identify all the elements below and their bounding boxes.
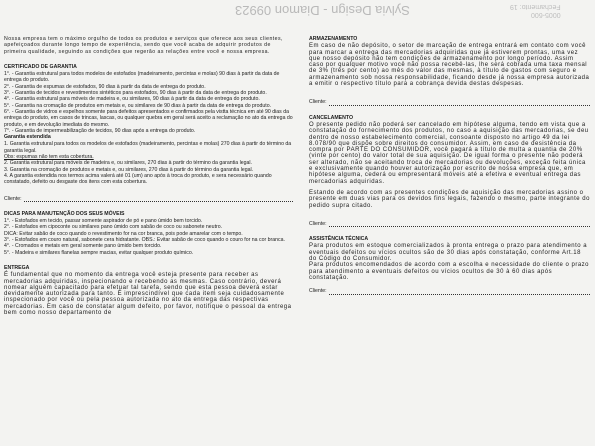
guarantee-item: 2°. - Garantia de espumas de estofados, 90 dias à partir da data de entrega do produto.	[4, 83, 206, 90]
assistance-text-1: Para produtos em estoque comercializados à pronta entrega o prazo para atendimento a eventuais defeitos ou vícios ocultos são de 30 dias após constatação, conforme Art.18 do Código do Consumidor.	[309, 243, 588, 263]
signature-line	[329, 100, 590, 106]
cancel-title: CANCELAMENTO	[309, 114, 353, 121]
delivery-title: ENTREGA	[4, 264, 30, 271]
page-header	[0, 0, 595, 36]
assistance-title: ASSISTÊNCIA TÉCNICA	[309, 236, 369, 243]
left-column	[4, 36, 293, 316]
signature-line	[329, 289, 590, 295]
intro-paragraph: Nossa empresa tem o máximo orgulho de todos os produtos e serviços que oferece aos seus clientes, apefeiçoados durante longo tempo de experiência, sendo que você acaba de adquirir produtos de primeira qualidade, seguindo as condições que regerão as relações entre você e nossa empresa.	[4, 36, 283, 55]
signature-line	[24, 196, 293, 202]
bleed-through-side-line-2: Fechamento: 19	[510, 3, 561, 10]
client-label: Cliente:	[309, 220, 327, 227]
cancel-agreement: Estando de acordo com as presentes condições de aquisição das mercadorias assino o presente em duas vias para os devidos fins legais, fazendo o mesmo, parte integrante do pedido supra citado.	[309, 189, 590, 209]
assistance-text-2: Para produtos encomendados de acordo com a escolha e necessidade do cliente o prazo para atendimento a eventuais defeitos ou vícios ocultos de 30 à 60 dias após constatação.	[309, 262, 589, 281]
maintenance-title: DICAS PARA MANUTENÇÃO DOS SEUS MÓVEIS	[4, 210, 125, 217]
maintenance-item: 2°. - Estofados em cipoconte ou similares pano úmido com sabão de coco ou sabonete neutro.	[4, 224, 223, 231]
guarantee-item: 5°. - Garantia na cromação de produtos em metais e, ou similares de 90 dias à partir da data de entrega do produto.	[4, 102, 272, 109]
storage-text: Em caso de não depósito, o setor de marcação de entrega entrará em contato com você para marcar a entrega das mercadorias adquiridas que já estiverem prontas, uma vez que nosso depósito não tem condições de armazenamento por longo período. Assim caso por qualquer motivo você não possa recebê-las, lhe será cobrada uma taxa mensal de 3% (três por cento) ao mês do valor das mesmas, à título de gastos com seguro e armazenamento sob nossa responsabilidade, ficando desde já nossa empresa autorizada a emitir o respectivo título para a cobrança devida destas despesas.	[309, 43, 590, 88]
signature-line	[329, 221, 590, 227]
client-signature-line[interactable]	[309, 288, 590, 294]
guarantee-item: 1°. - Garantia estrutural para todos modelos de estofados (madeiramento, percintas e molas) 90 dias à partir da data de entrega do produto.	[4, 71, 280, 84]
extended-guarantee-item: 3. Garantia na cromação de produtos e metais e, ou similares, 270 dias à partir do término da garantia legal.	[4, 166, 254, 173]
guarantee-title: CERTIFICADO DE GARANTIA	[4, 63, 77, 70]
extended-guarantee-item: 2. Garantia estrutural para móveis de madeira e, ou similares, 270 dias à partir do término da garantia legal.	[4, 160, 252, 167]
extended-guarantee-note: Obs: espumas não tem esta cobertura.	[4, 154, 94, 161]
maintenance-item: 3°. - Estofados em couro natural, sabonete cera hidratante. OBS.: Evitar sabão de coco quando o couro for na cor branca.	[4, 237, 285, 244]
client-signature-line[interactable]	[309, 99, 590, 105]
delivery-text: É fundamental que no momento da entrega você esteja presente para receber as mercadorias adquiridas, inspecionando e recebendo as mesmas. Caso contrário, deverá nomear alguém capacitado para efetuar tal tarefa, sendo que esta pessoa deverá estar devidamente autorizada para tanto. É imprescindível que cada item seja cuidadosamente inspecionado por você ou pela pessoa autorizada no ato da entrega das respectivas mercadorias. Em caso de constatar algum defeito, por favor, notifique o pessoal da entrega bem como nosso departamento de	[4, 272, 292, 316]
extended-guarantee-title: Garantia estendida	[4, 134, 51, 141]
guarantee-item: 4°. - Garantia estrutural para móveis de madeira e, ou similares, 90 dias à partir da data de entrega do produto.	[4, 96, 260, 103]
client-signature-line[interactable]	[309, 221, 590, 227]
bleed-through-title: Sylvia Design - Diamon 09923	[235, 3, 410, 18]
extended-guarantee-item: 4. A garantia estendida nos termos acima valerá até 01 (um) ano após à troca do produto, e sera necessário quando constatado, defeito ou desgaste dos itens com esta cobertura.	[4, 172, 272, 186]
bleed-through-side	[510, 2, 561, 18]
storage-title: ARMAZENAMENTO	[309, 36, 358, 42]
guarantee-item: 6°. - Garantia de vidros e espelhos somente para defeitos apresentados e confirmados pela vistta técnica em até 90 dias da entrega do produto, em casos de trincas, lascas, ou qualquer quebra em geral será aceito a reclamação no ato da entrega do produto, e em devolução imediata do mesmo.	[4, 108, 293, 128]
extended-guarantee-item: 1. Garantia estrutural para todos os modelos de estofados (madeiramento, percintas e molas) 270 dias à partir do término da garantia legal.	[4, 141, 292, 154]
maintenance-item: 1°. - Estofados em tecido, passar somente aspirador de pó e pano úmido bem torcido.	[4, 218, 203, 225]
right-column	[309, 36, 590, 295]
bleed-through-side-line-1: 0005-600	[531, 11, 561, 18]
client-label: Cliente:	[4, 195, 22, 202]
maintenance-item: 5°. - Madeira e similares flanelas sempre macias, evitar qualquer produto químico.	[4, 249, 194, 256]
client-signature-line[interactable]	[4, 196, 293, 202]
maintenance-tip: DICA: Evitar sabão de coco quando o revestimento for na cor branca, pois pode amarelar com o tempo.	[4, 230, 243, 237]
cancel-text: O presente pedido não poderá ser cancelado em hipótese alguma, tendo em vista que a constatação do fornecimento dos produtos, no caso a aquisição das mercadorias, se deu dentro de nosso estabelecimento comercial, consoante disposto no artigo 49 da lei 8.078/90 que dispõe sobre direitos do consumidor. Assim, em caso de desistência da compra por PARTE DO CONSUMIDOR, você pagará a título de multa a quantia de 20% (vinte por cento) do valor total de sua aquisição. De igual forma o presente não poderá ser alterado, não se aceitando troca de mercadorias ou devoluções, exceção feita única e exclusivamente quando houver autorização por escrito de nossa empresa que, em hipótese alguma, cederá ou empresentará móveis até a efetiva e eventual entrega das mercadorias adquiridas.	[309, 121, 589, 185]
client-label: Cliente:	[309, 99, 327, 106]
client-label: Cliente:	[309, 288, 327, 295]
guarantee-item: 7°. - Garantia de impermeabilização de tecidos, 90 dias após a entrega do produto.	[4, 127, 196, 134]
maintenance-item: 4°. - Cromados e metais em geral somente pano úmido bem torcido.	[4, 243, 162, 250]
guarantee-item: 3°. - Garantia de tecidos e revestimentos sintéticos para estofados, 90 dias à partir da data de entrega do produto.	[4, 90, 267, 97]
